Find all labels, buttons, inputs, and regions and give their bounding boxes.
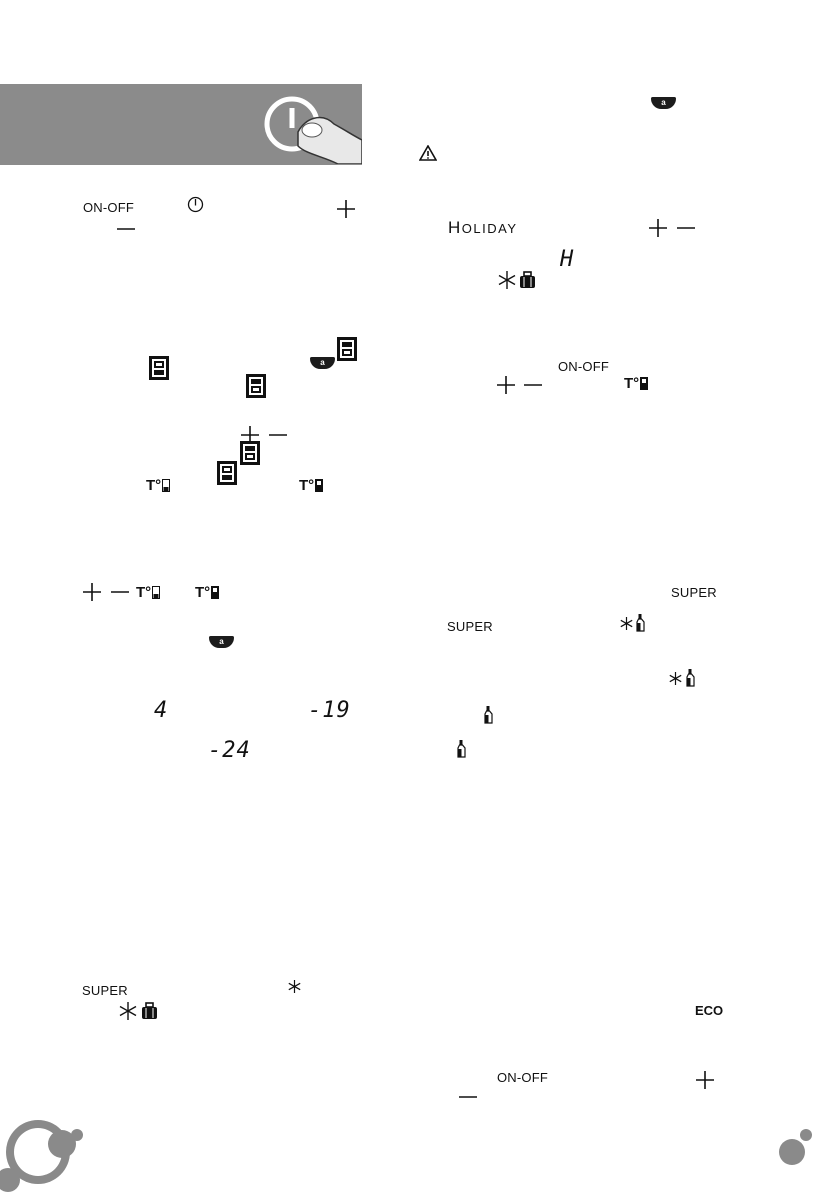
super-label: SUPER xyxy=(671,585,717,600)
snowflake-icon xyxy=(497,270,517,290)
eco-label: ECO xyxy=(695,1003,724,1018)
plus-icon xyxy=(648,218,668,238)
fridge-compartment-icon xyxy=(149,356,169,380)
holiday-label: HOLIDAY xyxy=(448,218,518,237)
freezer-temp-button-icon: T° xyxy=(195,584,219,601)
decorative-circles xyxy=(770,1125,820,1171)
bottle-icon xyxy=(686,669,695,687)
snowflake-icon xyxy=(669,672,682,685)
plus-icon xyxy=(695,1070,715,1090)
holiday-display-symbol: H xyxy=(560,247,575,272)
minus-icon xyxy=(458,1087,478,1107)
freezer-compartment-icon xyxy=(246,374,266,398)
suitcase-icon xyxy=(519,271,536,289)
minus-icon xyxy=(523,375,543,395)
display-min-value: -24 xyxy=(208,738,251,763)
fridge-temp-button-icon: T° xyxy=(146,477,170,494)
bottle-icon xyxy=(484,706,493,724)
decorative-circles xyxy=(0,1108,100,1192)
snowflake-icon xyxy=(118,1001,138,1021)
snowflake-icon xyxy=(620,617,633,630)
minus-icon xyxy=(110,582,130,602)
plus-icon xyxy=(82,582,102,602)
freezer-temp-button-icon: T° xyxy=(299,477,323,494)
bottle-icon xyxy=(457,740,466,758)
section-header-band xyxy=(0,84,362,165)
fridge-compartment-icon xyxy=(217,461,237,485)
a-button-icon: a xyxy=(651,97,676,109)
plus-icon xyxy=(496,375,516,395)
onoff-label: ON-OFF xyxy=(83,200,135,215)
snowflake-icon xyxy=(288,980,301,993)
freezer-temp-button-icon: T° xyxy=(624,375,648,392)
a-button-icon: a xyxy=(209,636,234,648)
onoff-label: ON-OFF xyxy=(558,359,610,374)
fridge-temp-button-icon: T° xyxy=(136,584,160,601)
power-finger-icon xyxy=(250,94,362,164)
super-label: SUPER xyxy=(82,983,128,998)
freezer-compartment-icon xyxy=(337,337,357,361)
power-icon xyxy=(187,196,204,213)
suitcase-icon xyxy=(141,1002,158,1020)
display-fridge-value: 4 xyxy=(154,698,169,723)
minus-icon xyxy=(268,425,288,445)
bottle-icon xyxy=(636,614,645,632)
warning-icon xyxy=(419,145,437,161)
display-freezer-value: -19 xyxy=(308,698,351,723)
super-label: SUPER xyxy=(447,619,493,634)
minus-icon xyxy=(116,219,136,239)
onoff-label: ON-OFF xyxy=(497,1070,549,1085)
plus-icon xyxy=(336,199,356,219)
minus-icon xyxy=(676,218,696,238)
freezer-compartment-icon xyxy=(240,441,260,465)
a-button-icon: a xyxy=(310,357,335,369)
